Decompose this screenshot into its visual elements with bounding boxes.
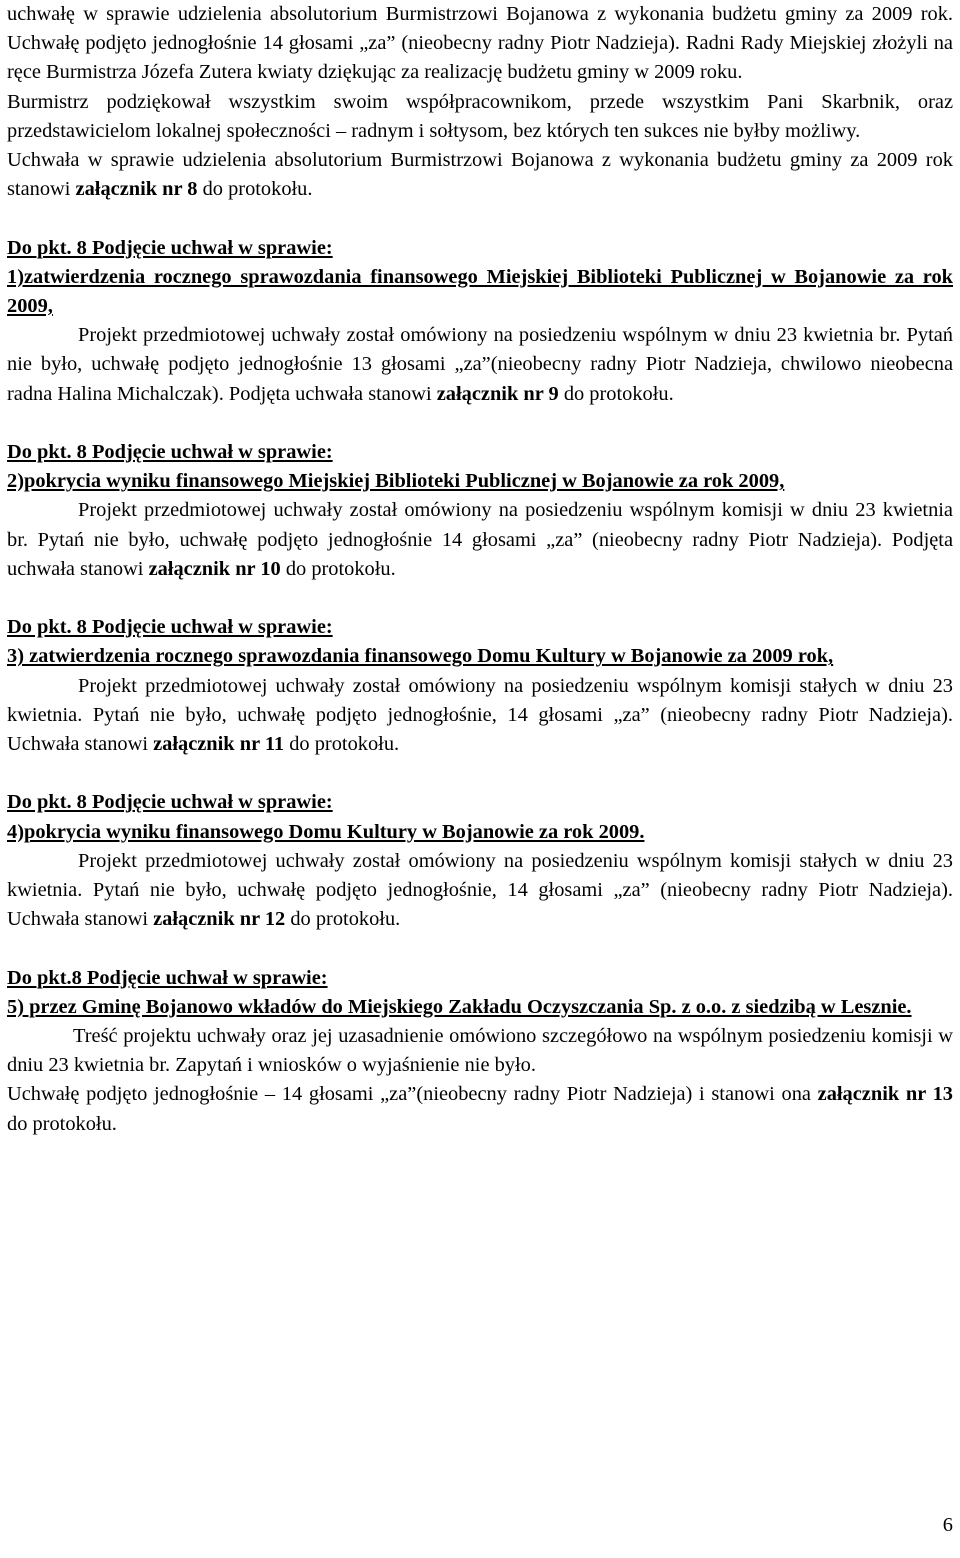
section-2 <box>7 438 953 584</box>
section-body-text: Projekt przedmiotowej uchwały został omówiony na posiedzeniu wspólnym komisji stałych w dniu 23 kwietnia. Pytań nie było, uchwałę podjęto jednogłośnie, 14 głosami „za” (nieobecny radny Piotr Nadzieja). Uchwała stanowi <box>7 674 953 756</box>
section-4 <box>7 788 953 934</box>
section-heading: Do pkt.8 Podjęcie uchwał w sprawie: <box>7 966 328 989</box>
section-subject: 1)zatwierdzenia rocznego sprawozdania finansowego Miejskiej Biblioteki Publicznej w Bojanowie za rok 2009, <box>7 265 953 318</box>
intro-paragraph-2: Burmistrz podziękował wszystkim swoim współpracownikom, przede wszystkim Pani Skarbnik, oraz przedstawicielom lokalnej społeczności – radnym i sołtysom, bez których ten sukces nie byłby możliwy. <box>7 90 953 142</box>
section-body <box>7 1080 953 1138</box>
section-heading: Do pkt. 8 Podjęcie uchwał w sprawie: <box>7 441 333 464</box>
section-body <box>7 496 953 584</box>
section-body <box>7 672 953 760</box>
section-body-text: Uchwałę podjęto jednogłośnie – 14 głosami „za”(nieobecny radny Piotr Nadzieja) i stanowi ona <box>7 1083 818 1106</box>
attachment-8-label: załącznik nr 8 <box>75 178 198 201</box>
section-subject: 3) zatwierdzenia rocznego sprawozdania finansowego Domu Kultury w Bojanowie za 2009 rok, <box>7 645 834 668</box>
attachment-label: załącznik nr 10 <box>148 557 281 580</box>
section-body-end: do protokołu. <box>558 382 674 405</box>
section-heading: Do pkt. 8 Podjęcie uchwał w sprawie: <box>7 791 333 814</box>
section-1 <box>7 234 953 409</box>
section-body-end: do protokołu. <box>280 557 396 580</box>
section-heading: Do pkt. 8 Podjęcie uchwał w sprawie: <box>7 236 333 259</box>
section-body-text: Projekt przedmiotowej uchwały został omówiony na posiedzeniu wspólnym komisji stałych w dniu 23 kwietnia. Pytań nie było, uchwałę podjęto jednogłośnie, 14 głosami „za” (nieobecny radny Piotr Nadzieja). Uchwała stanowi <box>7 849 953 931</box>
section-body-end: do protokołu. <box>285 908 401 931</box>
intro-paragraph-3 <box>7 146 953 204</box>
intro-paragraph-1: uchwałę w sprawie udzielenia absolutorium Burmistrzowi Bojanowa z wykonania budżetu gminy za 2009 rok. Uchwałę podjęto jednogłośnie 14 głosami „za” (nieobecny radny Piotr Nadzieja). Radni Rady Miejskiej złożyli na ręce Burmistrza Józefa Zutera kwiaty dziękując za realizację budżetu gminy w 2009 roku. <box>7 3 953 84</box>
section-body-text: Projekt przedmiotowej uchwały został omówiony na posiedzeniu wspólnym w dniu 23 kwietnia br. Pytań nie było, uchwałę podjęto jednogłośnie 13 głosami „za”(nieobecny radny Piotr Nadzieja, chwilowo nieobecna radna Halina Michalczak). Podjęta uchwała stanowi <box>7 324 953 405</box>
page-number: 6 <box>942 1514 953 1536</box>
section-body <box>7 321 953 409</box>
attachment-label: załącznik nr 12 <box>153 908 286 931</box>
section-body-end: do protokołu. <box>7 1112 117 1135</box>
attachment-label: załącznik nr 13 <box>817 1083 953 1106</box>
section-body <box>7 847 953 935</box>
section-body-intro: Treść projektu uchwały oraz jej uzasadnienie omówiono szczegółowo na wspólnym posiedzeniu komisji w dniu 23 kwietnia br. Zapytań i wniosków o wyjaśnienie nie było. <box>7 1025 953 1077</box>
document-page <box>7 0 953 1139</box>
section-subject: 2)pokrycia wyniku finansowego Miejskiej Biblioteki Publicznej w Bojanowie za rok 2009, <box>7 470 785 493</box>
section-5 <box>7 964 953 1139</box>
section-body-text: Projekt przedmiotowej uchwały został omówiony na posiedzeniu wspólnym komisji w dniu 23 kwietnia br. Pytań nie było, uchwałę podjęto jednogłośnie 14 głosami „za” (nieobecny radny Piotr Nadzieja). Podjęta uchwała stanowi <box>7 499 953 580</box>
section-subject: 4)pokrycia wyniku finansowego Domu Kultury w Bojanowie za rok 2009. <box>7 820 645 843</box>
section-heading: Do pkt. 8 Podjęcie uchwał w sprawie: <box>7 616 333 639</box>
attachment-label: załącznik nr 11 <box>153 733 285 756</box>
section-3 <box>7 613 953 759</box>
section-body-end: do protokołu. <box>284 733 400 756</box>
intro-paragraph-3-text: Uchwała w sprawie udzielenia absolutorium Burmistrzowi Bojanowa z wykonania budżetu gminy za 2009 rok stanowi <box>7 149 953 201</box>
section-subject: 5) przez Gminę Bojanowo wkładów do Miejskiego Zakładu Oczyszczania Sp. z o.o. z siedzibą w Lesznie. <box>7 995 912 1018</box>
intro-paragraph-3-end: do protokołu. <box>197 178 313 201</box>
attachment-label: załącznik nr 9 <box>436 382 559 405</box>
